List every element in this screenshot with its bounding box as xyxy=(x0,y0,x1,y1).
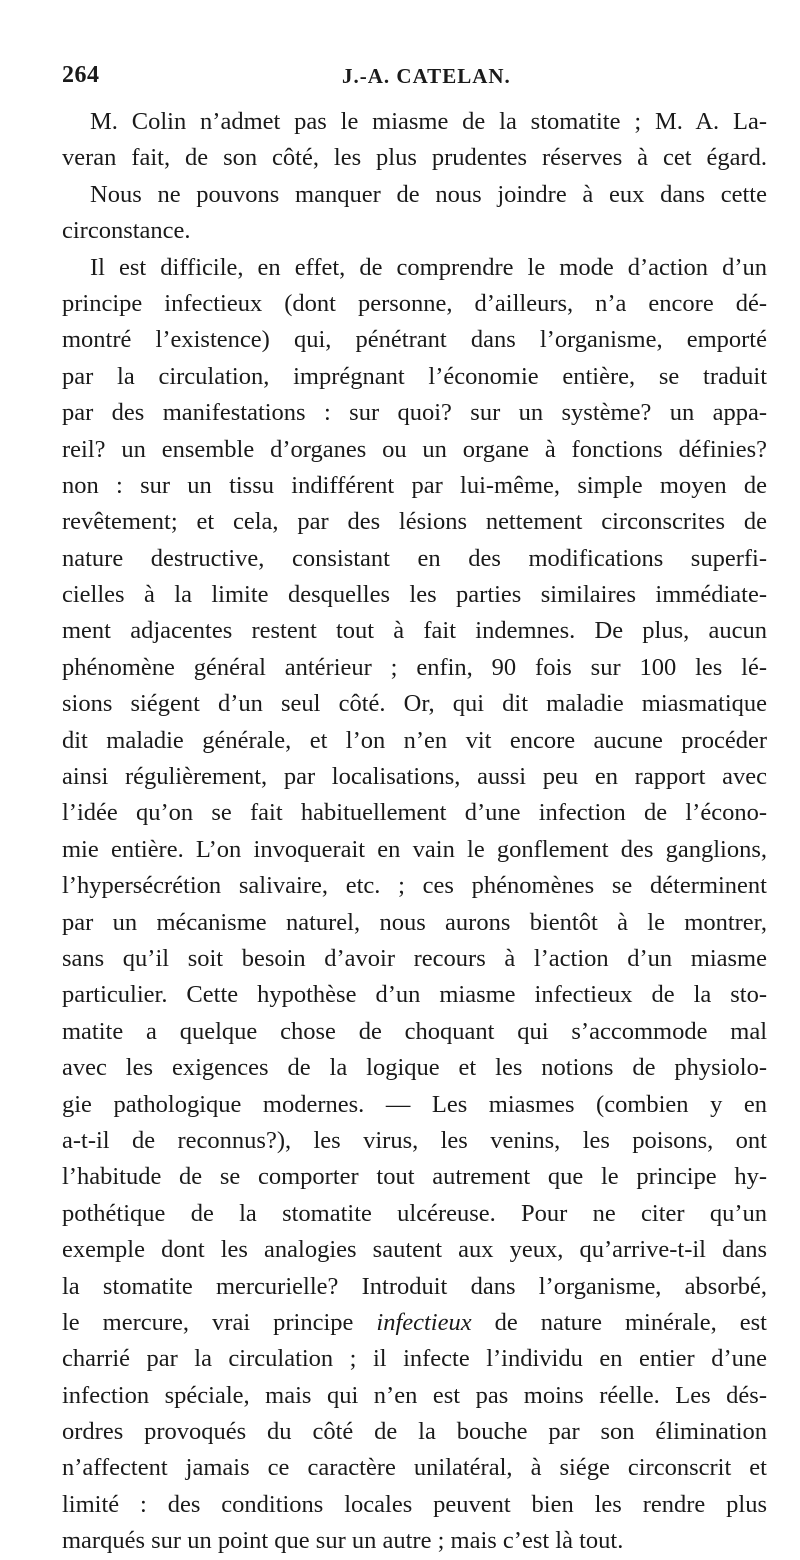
text-line: l’idée qu’on se fait habituellement d’une infection de l’écono- xyxy=(62,799,767,827)
text-line: veran fait, de son côté, les plus prudentes réserves à cet égard. xyxy=(62,144,767,172)
text-line: par un mécanisme naturel, nous aurons bientôt à le montrer, xyxy=(62,908,767,936)
text-line: dit maladie générale, et l’on n’en vit encore aucune procéder xyxy=(62,726,767,754)
text-line: a-t-il de reconnus?), les virus, les venins, les poisons, ont xyxy=(62,1126,767,1154)
running-head: J.-A. CATELAN. xyxy=(342,64,511,88)
text-line: non : sur un tissu indifférent par lui-même, simple moyen de xyxy=(62,471,767,499)
italic-word: infectieux xyxy=(376,1308,472,1336)
text-line: avec les exigences de la logique et les notions de physiolo- xyxy=(62,1054,767,1082)
text-line: ment adjacentes restent tout à fait indemnes. De plus, aucun xyxy=(62,617,767,645)
text-segment: le mercure, vrai principe xyxy=(62,1308,377,1336)
text-line: l’hypersécrétion salivaire, etc. ; ces phénomènes se déterminent xyxy=(62,872,767,900)
text-line: revêtement; et cela, par des lésions nettement circonscrites de xyxy=(62,508,767,536)
text-line: ordres provoqués du côté de la bouche par son élimination xyxy=(62,1418,767,1446)
text-line: la stomatite mercurielle? Introduit dans l’organisme, absorbé, xyxy=(62,1272,767,1300)
text-line: limité : des conditions locales peuvent bien les rendre plus xyxy=(62,1490,767,1518)
text-line: reil? un ensemble d’organes ou un organe à fonctions définies? xyxy=(62,435,767,463)
text-line: Nous ne pouvons manquer de nous joindre à eux dans cette xyxy=(90,180,767,208)
text-line: charrié par la circulation ; il infecte l’individu en entier d’une xyxy=(62,1345,767,1373)
text-line: montré l’existence) qui, pénétrant dans l’organisme, emporté xyxy=(62,326,767,354)
text-line: principe infectieux (dont personne, d’ailleurs, n’a encore dé- xyxy=(62,289,767,317)
text-segment: de nature minérale, est xyxy=(494,1308,767,1336)
text-line: Il est difficile, en effet, de comprendre le mode d’action d’un xyxy=(90,253,767,281)
text-line: par la circulation, imprégnant l’économie entière, se traduit xyxy=(62,362,767,390)
text-line: cielles à la limite desquelles les parties similaires immédiate- xyxy=(62,581,767,609)
text-line: marqués sur un point que sur un autre ; mais c’est là tout. xyxy=(62,1527,624,1555)
text-line: par des manifestations : sur quoi? sur un système? un appa- xyxy=(62,399,767,427)
text-line: circonstance. xyxy=(62,217,191,245)
text-line: M. Colin n’admet pas le miasme de la stomatite ; M. A. La- xyxy=(90,108,767,135)
text-line: particulier. Cette hypothèse d’un miasme infectieux de la sto- xyxy=(62,981,767,1009)
text-line: matite a quelque chose de choquant qui s’accommode mal xyxy=(62,1017,767,1045)
text-line: mie entière. L’on invoquerait en vain le gonflement des ganglions, xyxy=(62,835,767,863)
text-line: infection spéciale, mais qui n’en est pas moins réelle. Les dés- xyxy=(62,1381,767,1409)
text-line: l’habitude de se comporter tout autrement que le principe hy- xyxy=(62,1163,767,1191)
text-line: pothétique de la stomatite ulcéreuse. Pour ne citer qu’un xyxy=(62,1199,767,1227)
page-number: 264 xyxy=(62,62,100,88)
text-line: gie pathologique modernes. — Les miasmes (combien y en xyxy=(62,1090,767,1118)
text-line-with-italic xyxy=(62,1305,767,1341)
text-line: sans qu’il soit besoin d’avoir recours à l’action d’un miasme xyxy=(62,944,767,972)
text-line: nature destructive, consistant en des modifications superfi- xyxy=(62,544,767,572)
text-line: sions siégent d’un seul côté. Or, qui dit maladie miasmatique xyxy=(62,690,767,718)
text-line: n’affectent jamais ce caractère unilatéral, à siége circonscrit et xyxy=(62,1454,767,1482)
text-line: ainsi régulièrement, par localisations, aussi peu en rapport avec xyxy=(62,763,767,791)
text-line: exemple dont les analogies sautent aux yeux, qu’arrive-t-il dans xyxy=(62,1236,767,1264)
body-text xyxy=(62,104,767,1560)
text-line: phénomène général antérieur ; enfin, 90 fois sur 100 les lé- xyxy=(62,653,767,681)
page-header xyxy=(62,62,767,98)
